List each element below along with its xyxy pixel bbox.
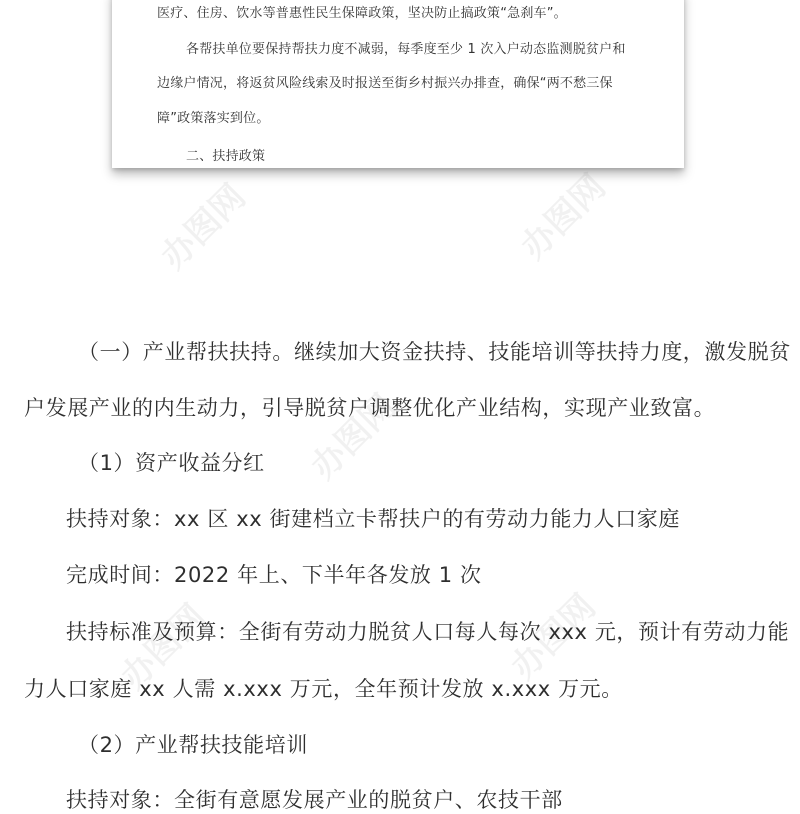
document-preview-card [112,0,684,168]
body-paragraph-line: 扶持对象：全街有意愿发展产业的脱贫户、农技干部 [66,788,563,812]
body-paragraph-line: 完成时间：2022 年上、下半年各发放 1 次 [66,563,482,587]
watermark: 办图网 [303,386,404,488]
watermark: 办图网 [513,166,614,268]
watermark: 办图网 [113,596,214,698]
preview-line: 边缘户情况，将返贫风险线索及时报送至街乡村振兴办排查，确保“两不愁三保 [157,76,613,91]
body-subheading: （2）产业帮扶技能培训 [78,733,308,757]
body-paragraph-line: （一）产业帮扶扶持。继续加大资金扶持、技能培训等扶持力度，激发脱贫 [78,340,791,364]
watermark: 办图网 [503,586,604,688]
body-paragraph-line: 户发展产业的内生动力，引导脱贫户调整优化产业结构，实现产业致富。 [24,396,716,420]
preview-line: 障”政策落实到位。 [157,111,270,126]
preview-section-heading: 二、扶持政策 [186,149,266,164]
watermark: 办图网 [153,176,254,278]
body-paragraph-line: 扶持标准及预算：全街有劳动力脱贫人口每人每次 xxx 元，预计有劳动力能 [66,620,790,644]
preview-line: 各帮扶单位要保持帮扶力度不减弱，每季度至少 1 次入户动态监测脱贫户和 [186,42,626,57]
body-paragraph-line: 扶持对象：xx 区 xx 街建档立卡帮扶户的有劳动力能力人口家庭 [66,507,680,531]
body-subheading: （1）资产收益分红 [78,451,265,475]
body-paragraph-line: 力人口家庭 xx 人需 x.xxx 万元，全年预计发放 x.xxx 万元。 [24,677,623,701]
preview-line: 医疗、住房、饮水等普惠性民生保障政策，坚决防止搞政策“急刹车”。 [157,6,567,21]
